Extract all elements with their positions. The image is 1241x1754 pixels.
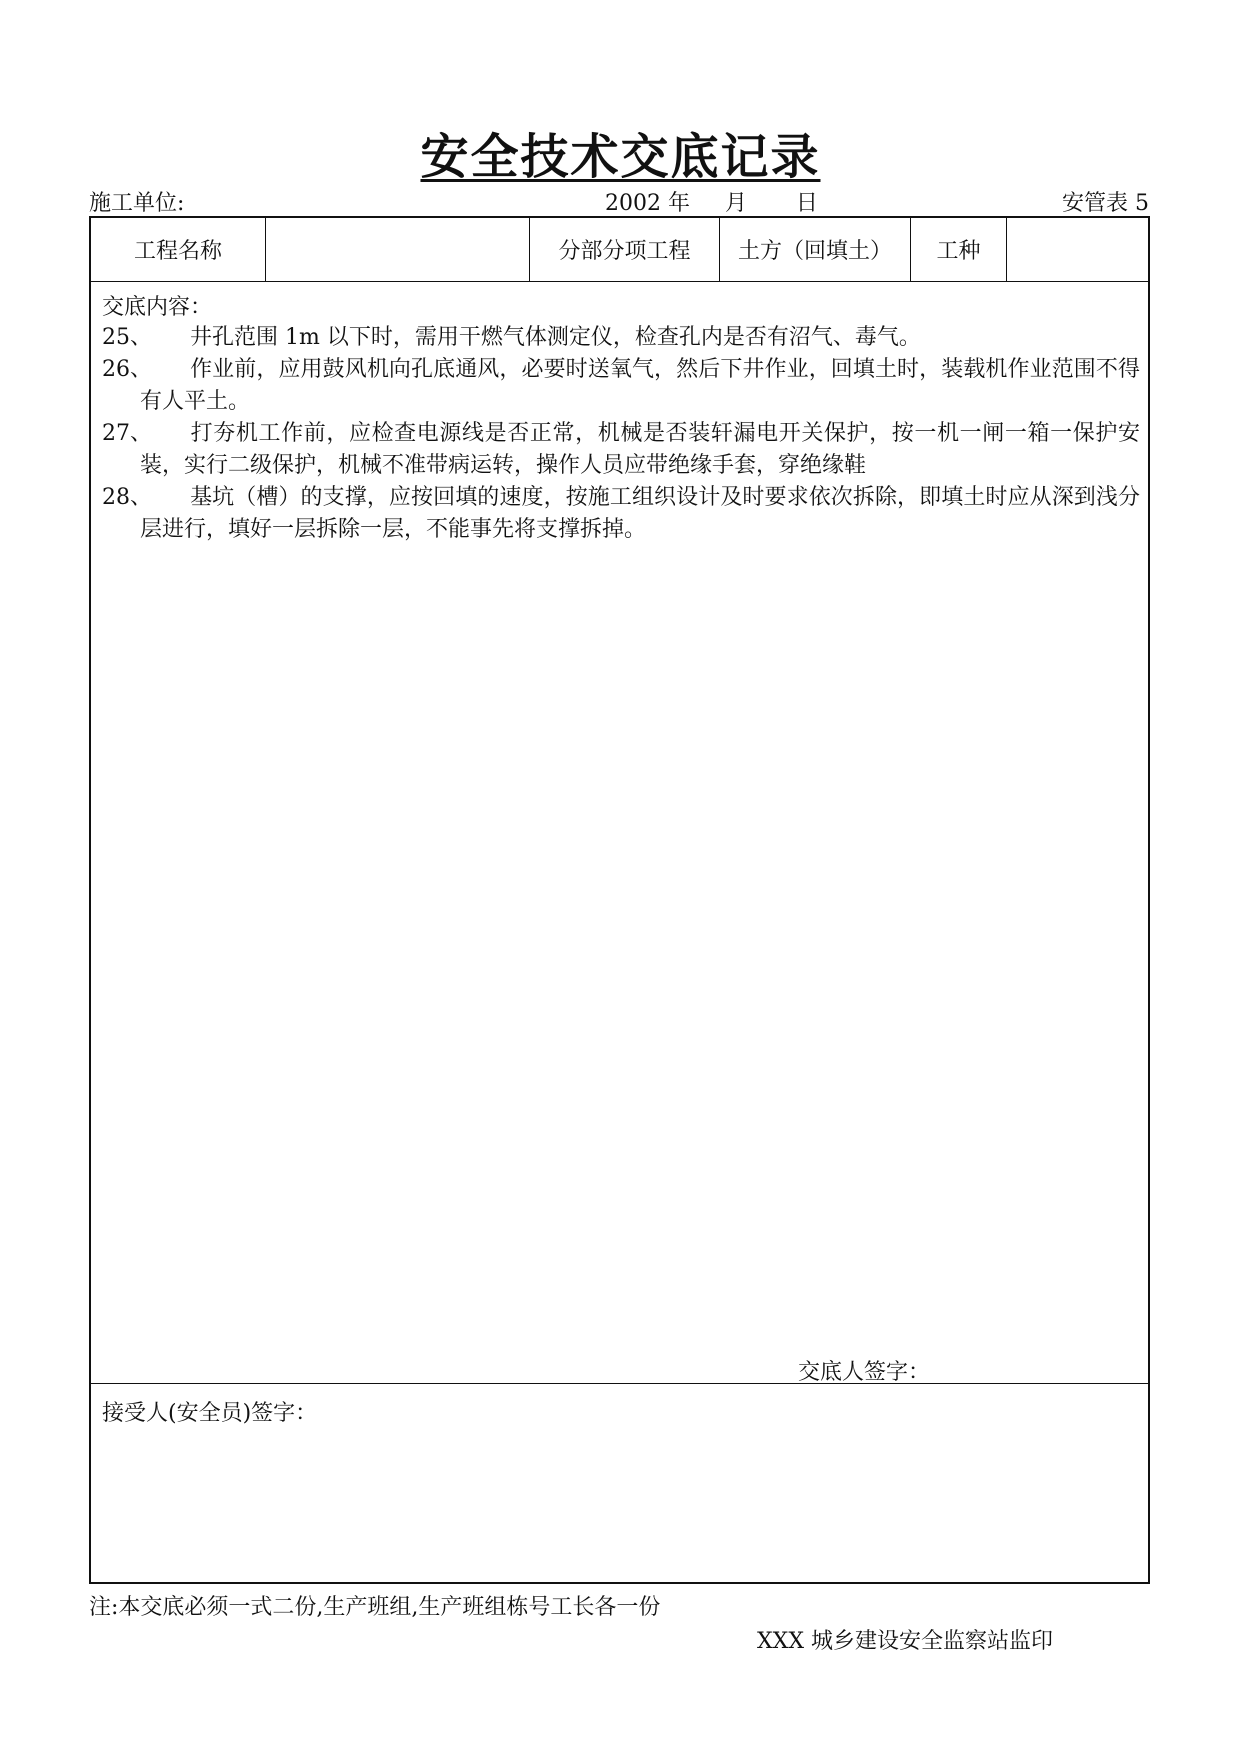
- item-number: 26、: [102, 357, 152, 382]
- date-month: 月: [724, 191, 747, 216]
- date-day: 日: [795, 191, 818, 216]
- record-table: [89, 216, 1150, 1584]
- issuer-stamp-text: XXX 城乡建设安全监察站监印: [757, 1629, 1053, 1654]
- construction-unit-label: 施工单位:: [89, 191, 185, 216]
- briefing-content-section: [91, 282, 1148, 1384]
- item-number: 27、: [102, 421, 152, 446]
- list-item: [102, 354, 1140, 418]
- item-number: 25、: [102, 325, 152, 350]
- date-year: 2002 年: [605, 191, 690, 216]
- project-name-value: [266, 218, 530, 281]
- briefer-signature-label: 交底人签字：: [798, 1360, 931, 1385]
- item-text: 井孔范围 1m 以下时，需用干燃气体测定仪，检查孔内是否有沼气、毒气。: [190, 325, 921, 350]
- briefing-items: [102, 322, 1140, 546]
- receiver-section: [91, 1384, 1148, 1584]
- item-number: 28、: [102, 485, 152, 510]
- item-text: 打夯机工作前，应检查电源线是否正常，机械是否装轩漏电开关保护，按一机一闸一箱一保护安装，实行二级保护，机械不准带病运转，操作人员应带绝缘手套，穿绝缘鞋: [140, 421, 1140, 478]
- list-item: [102, 322, 1140, 354]
- form-id: 安管表 5: [1062, 191, 1149, 216]
- list-item: [102, 482, 1140, 546]
- trade-value: [1007, 218, 1150, 281]
- item-text: 基坑（槽）的支撑，应按回填的速度，按施工组织设计及时要求依次拆除，即填土时应从深到浅分层进行，填好一层拆除一层，不能事先将支撑拆掉。: [140, 485, 1140, 542]
- document-title: [0, 118, 1241, 187]
- document-title-text: 安全技术交底记录: [420, 129, 821, 185]
- item-text: 作业前，应用鼓风机向孔底通风，必要时送氧气，然后下井作业，回填土时，装载机作业范围不得有人平土。: [140, 357, 1140, 414]
- list-item: [102, 418, 1140, 482]
- briefing-content-label: 交底内容：: [102, 295, 213, 320]
- sub-project-label: 分部分项工程: [530, 218, 720, 281]
- project-name-label: 工程名称: [91, 218, 266, 281]
- receiver-signature-label: 接受人(安全员)签字：: [102, 1401, 318, 1426]
- date-line: [605, 186, 818, 217]
- footer-note: 注:本交底必须一式二份,生产班组,生产班组栋号工长各一份: [89, 1595, 661, 1620]
- trade-label: 工种: [911, 218, 1007, 281]
- header-row: [91, 218, 1148, 282]
- sub-project-value: 土方（回填土）: [720, 218, 911, 281]
